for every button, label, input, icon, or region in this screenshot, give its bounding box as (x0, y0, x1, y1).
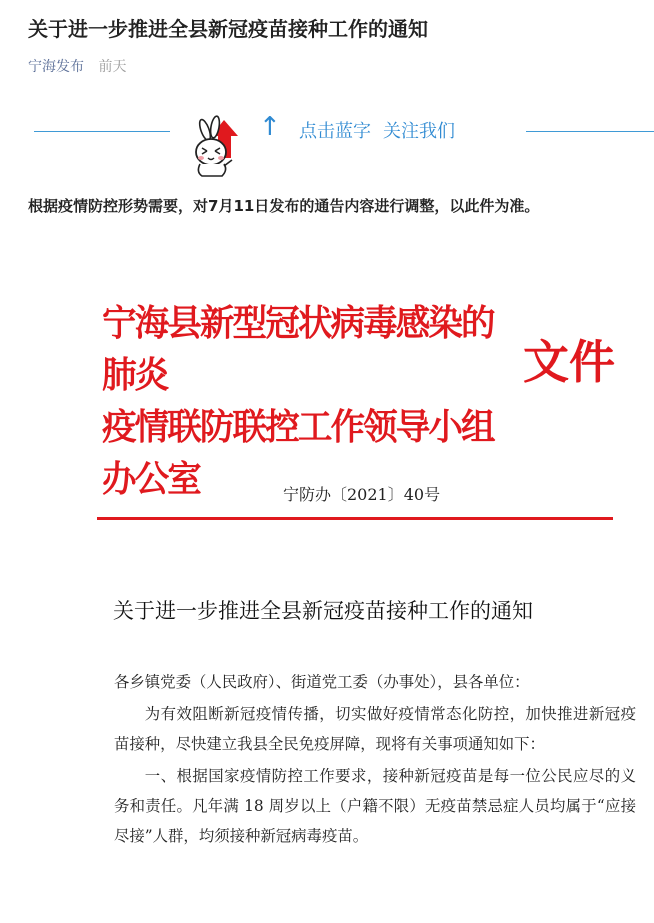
article-meta (28, 57, 126, 77)
article-title: 关于进一步推进全县新冠疫苗接种工作的通知 (28, 17, 428, 41)
document-number: 宁防办〔2021〕40号 (283, 485, 441, 504)
banner-divider-left (34, 131, 170, 132)
document-paragraph: 为有效阻断新冠疫情传播，切实做好疫情常态化防控，加快推进新冠疫苗接种，尽快建立我县全民免疫屏障，现将有关事项通知如下： (114, 705, 636, 753)
document-body (114, 667, 636, 853)
document-header-line2: 疫情联防联控工作领导小组办公室 (102, 407, 494, 500)
rabbit-mascot-icon (188, 114, 250, 178)
red-divider (97, 517, 613, 520)
follow-action-subscribe: 关注我们 (383, 121, 455, 142)
document-header-line1: 宁海县新型冠状病毒感染的肺炎 (102, 303, 494, 396)
document-title: 关于进一步推进全县新冠疫苗接种工作的通知 (113, 599, 533, 623)
document-header (102, 298, 505, 506)
up-arrow-icon: ↑ (259, 112, 281, 142)
document-header-suffix: 文件 (523, 335, 615, 389)
follow-us-link[interactable] (299, 118, 455, 146)
intro-text: 根据疫情防控形势需要，对7月11日发布的通告内容进行调整，以此件为准。 (28, 197, 540, 215)
follow-banner (0, 110, 654, 180)
follow-action-click: 点击蓝字 (299, 121, 371, 142)
account-name-link[interactable]: 宁海发布 (28, 59, 84, 75)
document-paragraph: 一、根据国家疫情防控工作要求，接种新冠疫苗是每一位公民应尽的义务和责任。凡年满 18 周岁以上（户籍不限）无疫苗禁忌症人员均属于“应接尽接”人群，均须接种新冠病毒疫苗。 (114, 767, 636, 845)
publish-time: 前天 (98, 59, 127, 75)
banner-divider-right (526, 131, 654, 132)
document-addressee: 各乡镇党委（人民政府）、街道党工委（办事处），县各单位： (114, 673, 530, 691)
